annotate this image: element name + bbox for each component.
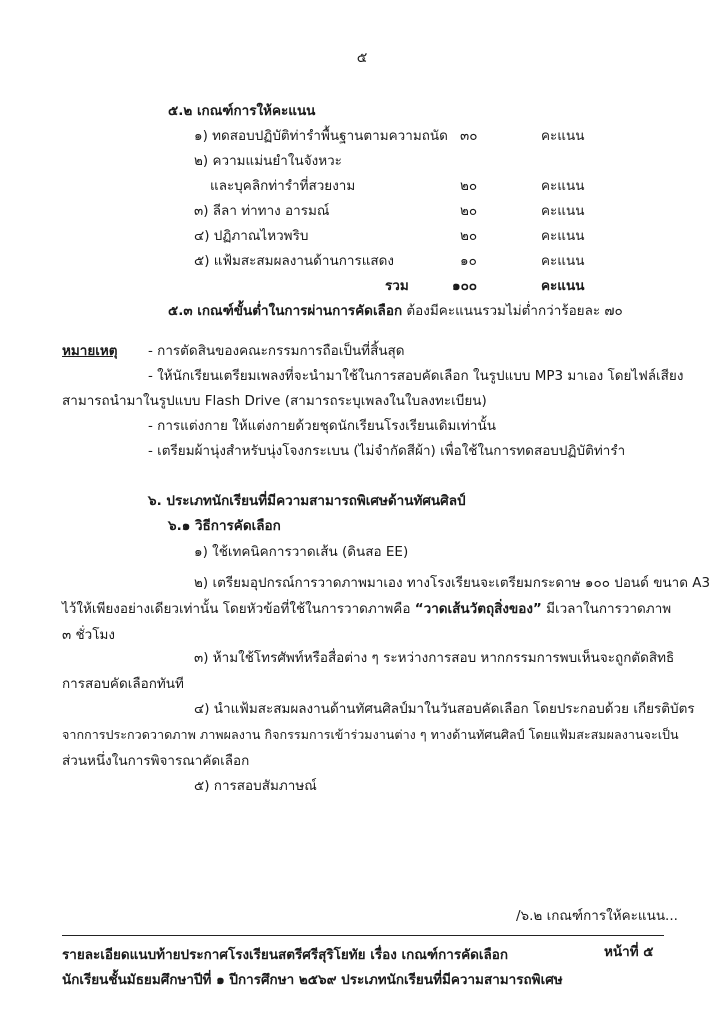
total-unit: คะแนน	[541, 278, 585, 294]
method-2-cont-pre: ไว้ให้เพียงอย่างเดียวเท่านั้น โดยหัวข้อที่ใช้ในการวาดภาพคือ	[62, 601, 415, 617]
criteria-3-label: ๓) ลีลา ท่าทาง อารมณ์	[194, 203, 330, 219]
criteria-5-score: ๑๐	[460, 253, 477, 269]
remark-3: - การแต่งกาย ให้แต่งกายด้วยชุดนักเรียนโรงเรียนเดิมเท่านั้น	[148, 418, 496, 434]
method-2-duration: ๓ ชั่วโมง	[62, 627, 116, 643]
method-4-cont2: ส่วนหนึ่งในการพิจารณาคัดเลือก	[62, 753, 250, 769]
remarks-label: หมายเหตุ	[62, 343, 118, 359]
method-4: ๔) นำแฟ้มสะสมผลงานด้านทัศนศิลป์มาในวันสอบคัดเลือก โดยประกอบด้วย เกียรติบัตร	[194, 701, 695, 717]
remark-2: - ให้นักเรียนเตรียมเพลงที่จะนำมาใช้ในการสอบคัดเลือก ในรูปแบบ MP3 มาเอง โดยไฟล์เสียง	[148, 368, 684, 384]
criteria-5-unit: คะแนน	[541, 253, 585, 269]
criteria-1-unit: คะแนน	[541, 128, 585, 144]
total-score: ๑๐๐	[452, 278, 478, 294]
section-6-1-heading: ๖.๑ วิธีการคัดเลือก	[168, 518, 281, 534]
criteria-4-score: ๒๐	[460, 228, 478, 244]
criteria-2-unit: คะแนน	[541, 178, 585, 194]
footer-line-1: รายละเอียดแนบท้ายประกาศโรงเรียนสตรีศรีสุริโยทัย เรื่อง เกณฑ์การคัดเลือก	[62, 947, 509, 963]
section-5-3-text: ต้องมีคะแนนรวมไม่ต่ำกว่าร้อยละ ๗๐	[402, 303, 623, 319]
total-label: รวม	[385, 278, 409, 294]
remark-1: - การตัดสินของคณะกรรมการถือเป็นที่สิ้นสุด	[148, 343, 405, 359]
method-3-cont: การสอบคัดเลือกทันที	[62, 676, 184, 692]
criteria-4-label: ๔) ปฏิภาณไหวพริบ	[194, 228, 309, 244]
remark-2-cont: สามารถนำมาในรูปแบบ Flash Drive (สามารถระบุเพลงในใบลงทะเบียน)	[62, 393, 487, 409]
drawing-topic: “วาดเส้นวัตถุสิ่งของ”	[414, 601, 542, 617]
method-2-cont	[62, 601, 671, 617]
criteria-2-label: ๒) ความแม่นยำในจังหวะ	[194, 153, 342, 169]
method-3: ๓) ห้ามใช้โทรศัพท์หรือสื่อต่าง ๆ ระหว่างการสอบ หากกรรมการพบเห็นจะถูกตัดสิทธิ	[194, 650, 675, 666]
criteria-4-unit: คะแนน	[541, 228, 585, 244]
remark-4: - เตรียมผ้านุ่งสำหรับนุ่งโจงกระเบน (ไม่จำกัดสีผ้า) เพื่อใช้ในการทดสอบปฏิบัติท่ารำ	[148, 443, 626, 459]
section-5-3	[168, 303, 623, 319]
section-5-3-heading: ๕.๓ เกณฑ์ขั้นต่ำในการผ่านการคัดเลือก	[168, 303, 403, 319]
criteria-1-label: ๑) ทดสอบปฏิบัติท่ารำพื้นฐานตามความถนัด	[194, 128, 448, 144]
criteria-1-score: ๓๐	[460, 128, 478, 144]
criteria-3-score: ๒๐	[460, 203, 478, 219]
continued-note: /๖.๒ เกณฑ์การให้คะแนน...	[516, 908, 678, 924]
criteria-2-label-cont: และบุคลิกท่ารำที่สวยงาม	[210, 178, 356, 194]
method-2-cont-post: มีเวลาในการวาดภาพ	[541, 601, 672, 617]
method-1: ๑) ใช้เทคนิคการวาดเส้น (ดินสอ EE)	[194, 544, 409, 560]
section-5-2-heading: ๕.๒ เกณฑ์การให้คะแนน	[168, 103, 316, 119]
criteria-2-score: ๒๐	[460, 178, 478, 194]
method-5: ๕) การสอบสัมภาษณ์	[194, 778, 317, 794]
page-number-top: ๕	[356, 50, 368, 66]
criteria-5-label: ๕) แฟ้มสะสมผลงานด้านการแสดง	[194, 253, 395, 269]
footer-divider	[62, 935, 664, 936]
footer-line-2: นักเรียนชั้นมัธยมศึกษาปีที่ ๑ ปีการศึกษา ๒๕๖๙ ประเภทนักเรียนที่มีความสามารถพิเศษ	[62, 972, 563, 988]
method-4-cont: จากการประกวดวาดภาพ ภาพผลงาน กิจกรรมการเข้าร่วมงานต่าง ๆ ทางด้านทัศนศิลป์ โดยแฟ้มสะสมผลงานจะเป็น	[62, 727, 679, 742]
criteria-3-unit: คะแนน	[541, 203, 585, 219]
section-6-heading: ๖. ประเภทนักเรียนที่มีความสามารถพิเศษด้านทัศนศิลป์	[148, 493, 466, 509]
method-2: ๒) เตรียมอุปกรณ์การวาดภาพมาเอง ทางโรงเรียนจะเตรียมกระดาษ ๑๐๐ ปอนด์ ขนาด A3	[194, 575, 711, 591]
footer-page-number: หน้าที่ ๕	[604, 944, 654, 960]
